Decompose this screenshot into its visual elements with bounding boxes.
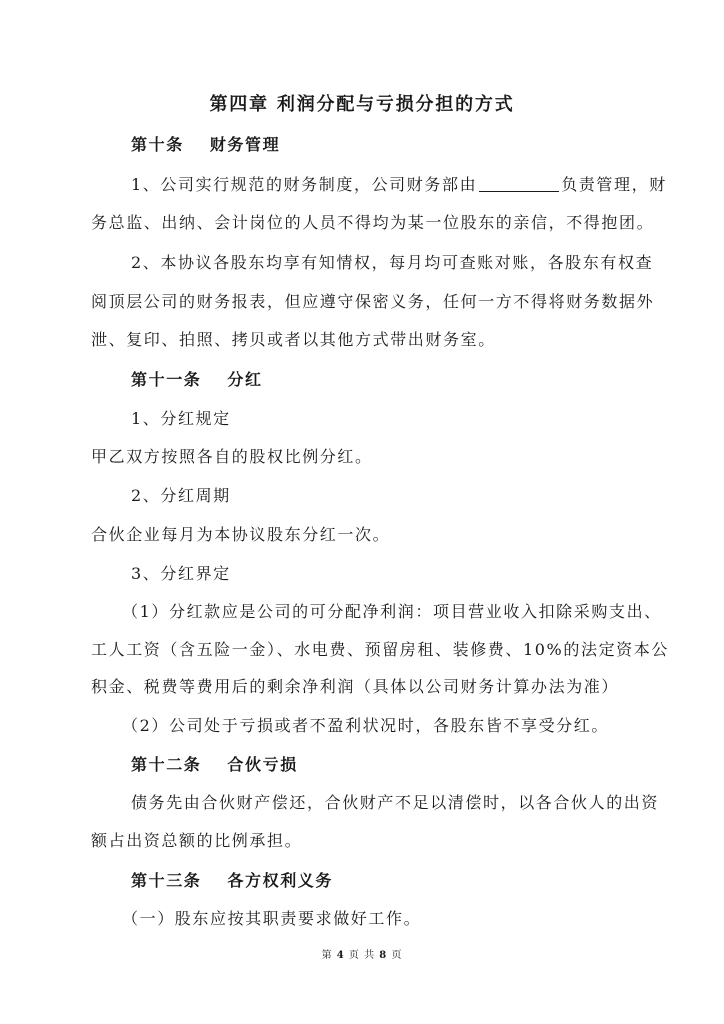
article-10-para-2-line-1: 2、本协议各股东均享有知情权，每月均可查账对账，各股东有权查 [131, 253, 654, 272]
footer-middle: 页 共 [348, 950, 376, 961]
article-11-label: 第十一条 [131, 370, 202, 389]
dividend-definition-para-2: （2）公司处于亏损或者不盈利状况时，各股东皆不享受分红。 [122, 716, 609, 735]
para-text: 1、公司实行规范的财务制度，公司财务部由 [131, 175, 478, 194]
total-page-number: 8 [379, 950, 388, 961]
current-page-number: 4 [336, 950, 345, 961]
article-12-para-line-2: 额占出资总额的比例承担。 [91, 831, 303, 850]
para-text: 负责管理，财 [561, 175, 667, 194]
article-11-heading [131, 369, 724, 391]
dividend-rule-text: 甲乙双方按照各自的股权比例分红。 [91, 447, 373, 466]
article-10-name: 财务管理 [209, 135, 281, 154]
article-12-heading [131, 754, 724, 776]
dividend-definition-para-1-line-3: 积金、税费等费用后的剩余净利润（具体以公司财务计算办法为准） [91, 677, 620, 696]
article-12-label: 第十二条 [131, 755, 202, 774]
dividend-period-title: 2、分红周期 [131, 486, 231, 505]
article-10-para-1-line-2: 务总监、出纳、会计岗位的人员不得均为某一位股东的亲信，不得抱团。 [91, 213, 655, 232]
article-10-label: 第十条 [131, 135, 184, 154]
article-12-para-line-1: 债务先由合伙财产偿还，合伙财产不足以清偿时，以各合伙人的出资 [131, 793, 660, 812]
page-number-footer [0, 949, 724, 963]
article-10-para-1-line-1 [131, 174, 724, 196]
footer-prefix: 第 [321, 950, 333, 961]
dividend-rule-title: 1、分红规定 [131, 409, 231, 428]
article-10-para-2-line-3: 泄、复印、拍照、拷贝或者以其他方式带出财务室。 [91, 330, 496, 349]
article-13-label: 第十三条 [131, 871, 202, 890]
article-11-name: 分红 [227, 370, 263, 389]
dividend-definition-para-1-line-1: （1）分红款应是公司的可分配净利润：项目营业收入扣除采购支出、 [122, 602, 662, 621]
article-12-name: 合伙亏损 [227, 755, 298, 774]
dividend-period-text: 合伙企业每月为本协议股东分红一次。 [91, 525, 391, 544]
article-10-para-2-line-2: 阅顶层公司的财务报表，但应遵守保密义务，任何一方不得将财务数据外 [91, 292, 655, 311]
article-13-para-1: （一）股东应按其职责要求做好工作。 [122, 909, 422, 928]
chapter-title: 第四章 利润分配与亏损分担的方式 [209, 94, 515, 115]
article-13-name: 各方权利义务 [227, 871, 334, 890]
dividend-definition-para-1-line-2: 工人工资（含五险一金）、水电费、预留房租、装修费、10%的法定资本公 [91, 640, 669, 659]
dividend-definition-title: 3、分红界定 [131, 564, 231, 583]
fill-in-blank [479, 175, 559, 192]
footer-suffix: 页 [391, 950, 403, 961]
article-10-heading [131, 134, 724, 156]
article-13-heading [131, 870, 724, 892]
